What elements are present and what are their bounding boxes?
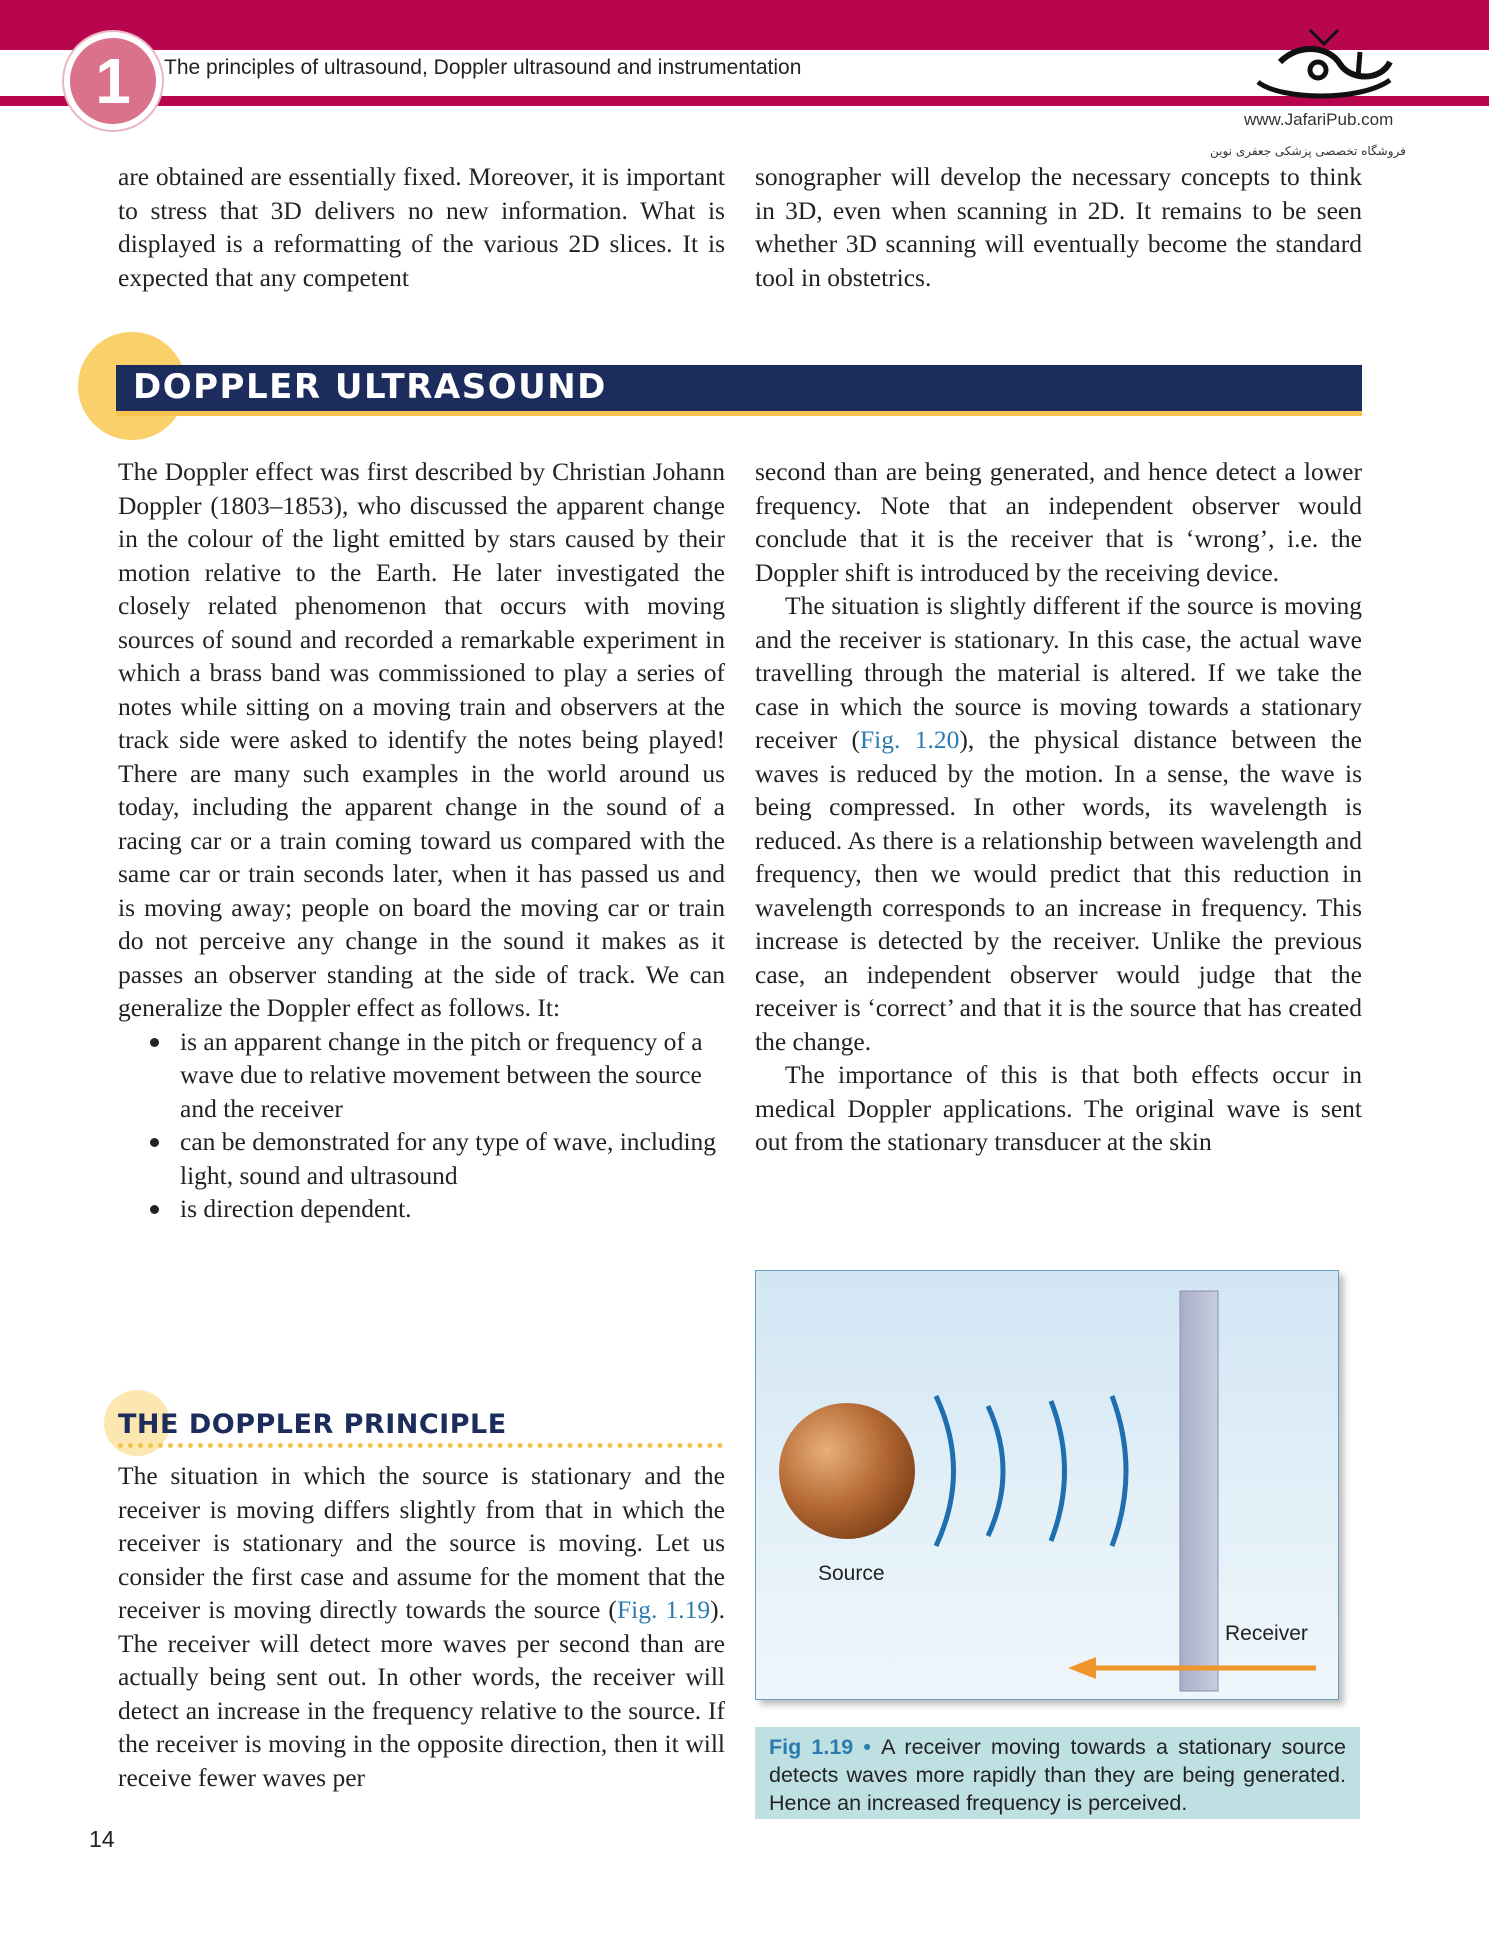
- principle-paragraph: [118, 1459, 725, 1794]
- motion-arrow-head: [1068, 1657, 1096, 1679]
- doppler-effect-list: [118, 1025, 725, 1226]
- list-item: [118, 1192, 725, 1226]
- section-heading: DOPPLER ULTRASOUND: [133, 367, 607, 407]
- source-label: Source: [818, 1562, 885, 1585]
- source-ball: [779, 1403, 915, 1539]
- bullet-icon: [150, 1205, 159, 1214]
- figure-1-19: [755, 1270, 1339, 1700]
- publisher-url: www.JafariPub.com: [1244, 110, 1394, 129]
- list-item-text: is an apparent change in the pitch or frequency of a wave due to relative movement between the source and the receiver: [180, 1026, 703, 1123]
- caption-text: A receiver moving towards a stationary source detects waves more rapidly than they are being generated. Hence an increased frequency is perceived.: [769, 1735, 1346, 1815]
- list-item-text: can be demonstrated for any type of wave, including light, sound and ultrasound: [180, 1127, 717, 1190]
- list-item-text: is direction dependent.: [180, 1194, 412, 1223]
- principle-text-1: The situation in which the source is stationary and the receiver is moving differs slightly from that in which the receiver is stationary and the source is moving. Let us consider the first case and assume for the moment that the receiver is moving directly towards the source (: [118, 1461, 725, 1624]
- right-paragraph-2-text-2: ), the physical distance between the waves is reduced by the motion. In a sense, the wave is being compressed. In other words, its wavelength is reduced. As there is a relationship between wavelength and frequency, then we would predict that this reduction in wavelength corresponds to an increase in frequency. This increase is detected by the receiver. Unlike the previous case, an independent observer would judge that the receiver is ‘correct’ and that it is the source that has created the change.: [755, 725, 1362, 1056]
- principle-text-2: ). The receiver will detect more waves per second than are actually being sent out. In other words, the receiver will detect an increase in the frequency relative to the source. If the receiver is moving in the opposite direction, then it will receive fewer waves per: [118, 1595, 725, 1792]
- wavefront-2: [988, 1406, 1003, 1536]
- subheading-dotted-rule: [118, 1443, 723, 1448]
- wavefront-4: [1112, 1396, 1126, 1546]
- fig-1-19-link[interactable]: Fig. 1.19: [616, 1595, 711, 1624]
- figure-caption: [755, 1727, 1360, 1819]
- chapter-number-badge: 1: [64, 32, 162, 130]
- top-left-paragraph: [118, 160, 725, 294]
- right-paragraph-3: The importance of this is that both effects occur in medical Doppler applications. The original wave is sent out from the stationary transducer at the skin: [755, 1060, 1362, 1156]
- left-column: [118, 455, 725, 1226]
- right-paragraph-2-text-1: The situation is slightly different if the source is moving and the receiver is stationary. In this case, the actual wave travelling through the material is altered. If we take the case in which the source is moving towards a stationary receiver (: [755, 591, 1362, 754]
- page-number: 14: [89, 1826, 115, 1852]
- right-paragraph-1: second than are being generated, and hence detect a lower frequency. Note that an independent observer would conclude that it is the receiver that is ‘wrong’, i.e. the Doppler shift is introduced by the receiving device.: [755, 457, 1362, 587]
- bullet-icon: [150, 1138, 159, 1147]
- top-right-paragraph: [755, 160, 1362, 294]
- receiver-label: Receiver: [1225, 1622, 1308, 1645]
- right-paragraph-2: [755, 589, 1362, 1058]
- wavefront-1: [936, 1396, 954, 1546]
- wavefront-3: [1051, 1401, 1065, 1541]
- publisher-subtitle: فروشگاه تخصصی پزشکی جعفری نوین: [1210, 144, 1406, 158]
- running-header-title: The principles of ultrasound, Doppler ultrasound and instrumentation: [164, 56, 802, 79]
- right-column: [755, 455, 1362, 1159]
- caption-figure-number: Fig 1.19: [769, 1735, 854, 1759]
- bullet-icon: [150, 1038, 159, 1047]
- list-item: [118, 1025, 725, 1126]
- receiver-wall: [1180, 1291, 1218, 1691]
- intro-paragraph: The Doppler effect was first described by Christian Johann Doppler (1803–1853), who discussed the apparent change in the colour of the light emitted by stars caused by their motion relative to the Earth. He later investigated the closely related phenomenon that occurs with moving sources of sound and recorded a remarkable experiment in which a brass band was commissioned to play a series of notes while sitting on a moving train and observers at the track side were asked to identify the notes being played! There are many such examples in the world around us today, including the apparent change in the sound of a racing car or a train coming toward us compared with the same car or train seconds later, when it has passed us and is moving away; people on board the moving car or train do not perceive any change in the sound it makes as it passes an observer standing at the side of track. We can generalize the Doppler effect as follows. It:: [118, 457, 725, 1022]
- top-right-text: sonographer will develop the necessary concepts to think in 3D, even when scanning in 2D. It remains to be seen whether 3D scanning will eventually become the standard tool in obstetrics.: [755, 162, 1362, 292]
- list-item: [118, 1125, 725, 1192]
- publisher-logo: [1240, 22, 1410, 110]
- caption-separator: •: [853, 1735, 882, 1759]
- fig-1-20-link[interactable]: Fig. 1.20: [859, 725, 960, 754]
- subheading: THE DOPPLER PRINCIPLE: [118, 1409, 507, 1440]
- top-left-text: are obtained are essentially fixed. Moreover, it is important to stress that 3D delivers no new information. What is displayed is a reformatting of the various 2D slices. It is expected that any competent: [118, 162, 725, 292]
